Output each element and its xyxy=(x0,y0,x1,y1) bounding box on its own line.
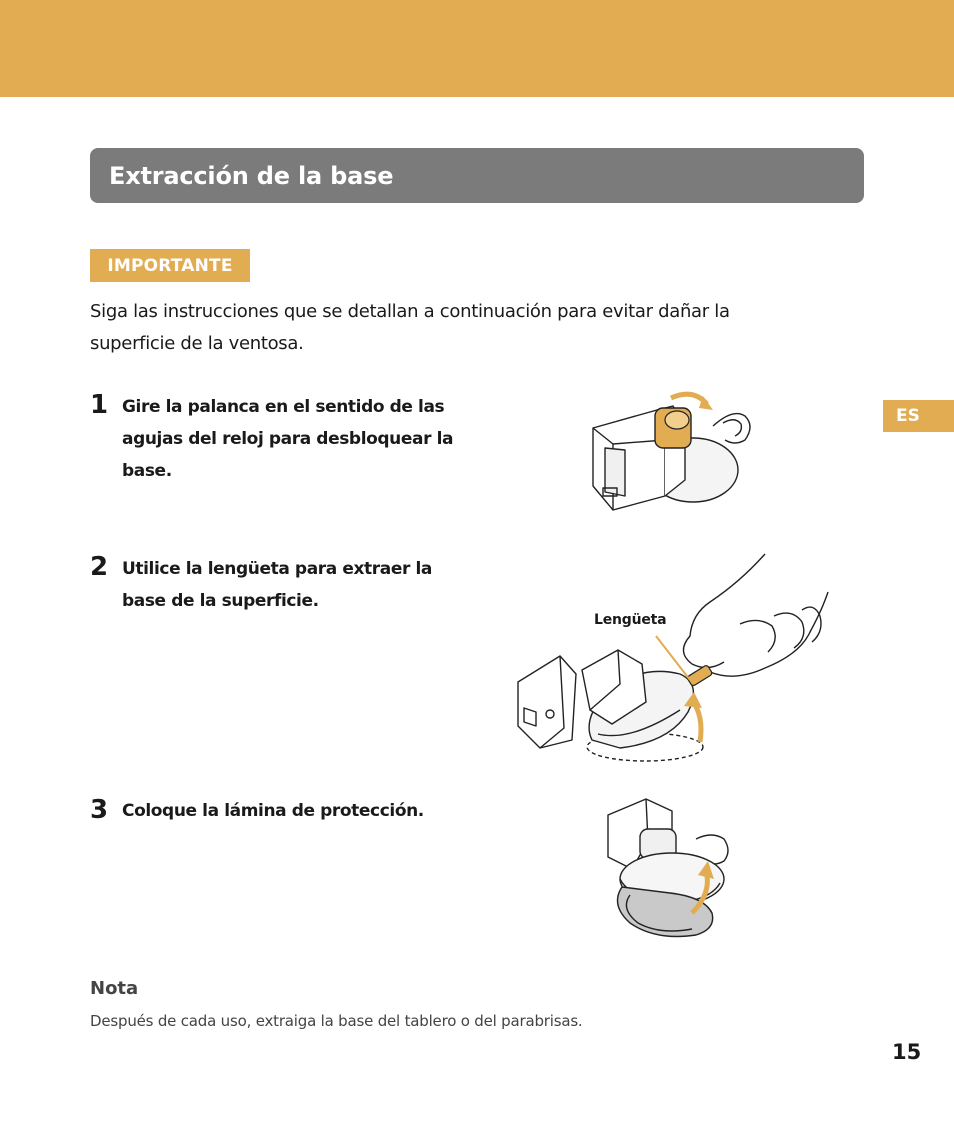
important-badge: IMPORTANTE xyxy=(90,249,250,282)
mount-lever-rotate-illustration xyxy=(585,388,770,523)
step-3-number: 3 xyxy=(90,795,109,825)
protective-sheet-illustration xyxy=(600,795,740,943)
step-1-number: 1 xyxy=(90,390,109,420)
note-text: Después de cada uso, extraiga la base del tablero o del parabrisas. xyxy=(90,1012,583,1030)
note-heading: Nota xyxy=(90,978,139,999)
step-3-text: Coloque la lámina de protección. xyxy=(122,801,424,821)
step-2-number: 2 xyxy=(90,552,109,582)
mount-removal-hand-illustration xyxy=(510,552,835,767)
language-tab: ES xyxy=(883,400,954,432)
top-color-band xyxy=(0,0,954,97)
step-2-text: Utilice la lengüeta para extraer la base de la superficie. xyxy=(122,559,432,611)
intro-paragraph: Siga las instrucciones que se detallan a continuación para evitar dañar la superficie de la ventosa. xyxy=(90,301,730,354)
tab-label: Lengüeta xyxy=(594,612,667,628)
section-title: Extracción de la base xyxy=(109,161,394,190)
section-title-bar xyxy=(90,148,864,203)
page-number: 15 xyxy=(892,1040,922,1064)
step-1-text: Gire la palanca en el sentido de las agujas del reloj para desbloquear la base. xyxy=(122,397,454,481)
